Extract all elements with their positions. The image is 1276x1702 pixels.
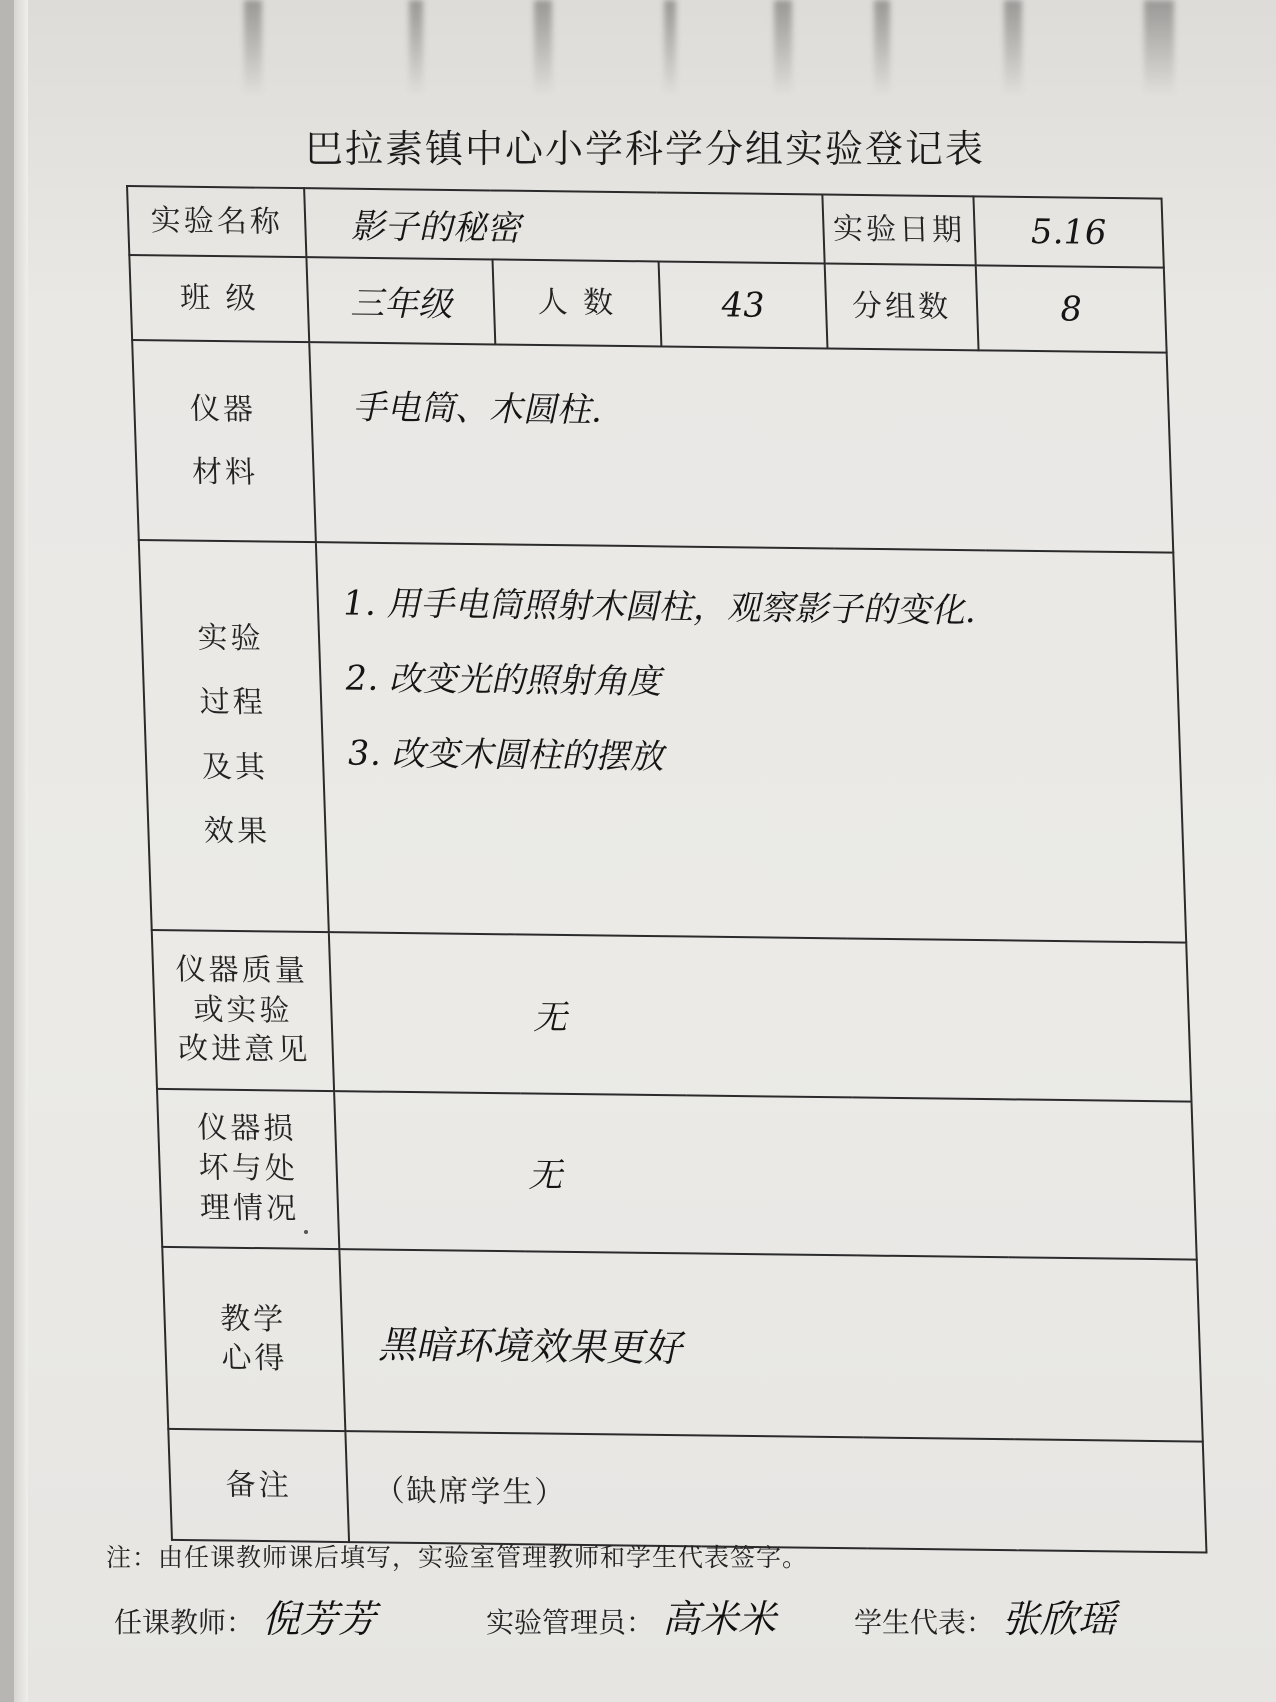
lab-manager-signature: 高米米 xyxy=(662,1597,777,1641)
value-process-steps xyxy=(316,542,1186,943)
row-class-info xyxy=(129,255,1166,352)
label-quality-line2: 或实验 xyxy=(192,992,294,1029)
label-headcount: 人 数 xyxy=(492,260,661,347)
label-reflection-line2: 心得 xyxy=(220,1340,289,1377)
label-damage-line3: 理情况 xyxy=(199,1190,300,1227)
lab-manager-signature-block xyxy=(486,1588,776,1643)
form-title: 巴拉素镇中心小学科学分组实验登记表 xyxy=(304,127,985,171)
row-reflection xyxy=(162,1247,1203,1442)
process-step-1: 1. 用手电筒照射木圆柱，观察影子的变化. xyxy=(342,583,976,631)
row-apparatus xyxy=(132,340,1173,552)
value-apparatus: 手电筒、木圆柱. xyxy=(309,342,1173,552)
label-process-line4: 效果 xyxy=(203,814,271,850)
paper-speck xyxy=(304,1230,308,1234)
label-damage-line2: 坏与处 xyxy=(198,1150,299,1187)
label-process-line3: 及其 xyxy=(201,749,269,786)
label-process xyxy=(139,540,329,933)
value-damage-handling: 无 xyxy=(334,1091,1197,1260)
label-damage-line1: 仪器损 xyxy=(196,1110,297,1148)
label-experiment-date: 实验日期 xyxy=(822,195,975,266)
label-quality-line1: 仪器质量 xyxy=(174,952,309,989)
label-apparatus xyxy=(132,340,316,542)
paper-edge xyxy=(14,0,28,1702)
value-reflection: 黑暗环境效果更好 xyxy=(339,1249,1202,1442)
value-headcount: 43 xyxy=(659,262,828,349)
value-remarks: （缺席学生） xyxy=(345,1431,1206,1552)
row-name-date xyxy=(127,186,1164,268)
value-group-count: 8 xyxy=(976,266,1167,353)
form-table xyxy=(126,185,1208,1554)
label-damage xyxy=(157,1089,339,1250)
label-process-line1: 实验 xyxy=(196,620,265,657)
teacher-signature-block xyxy=(114,1588,376,1643)
label-process-line2: 过程 xyxy=(199,685,267,721)
label-reflection xyxy=(162,1247,345,1431)
label-group-count: 分组数 xyxy=(825,264,979,350)
paper-sheet xyxy=(14,0,1276,1702)
label-quality xyxy=(152,930,334,1091)
row-quality xyxy=(152,930,1192,1101)
signature-row xyxy=(114,1588,1194,1658)
process-step-3: 3. 改变木圆柱的摆放 xyxy=(347,733,664,777)
label-class: 班 级 xyxy=(129,255,309,342)
label-quality-line3: 改进意见 xyxy=(177,1031,311,1069)
value-experiment-date: 5.16 xyxy=(973,196,1163,268)
value-experiment-name: 影子的秘密 xyxy=(304,188,825,264)
row-remarks xyxy=(168,1429,1206,1552)
label-remarks: 备注 xyxy=(168,1429,349,1542)
label-apparatus-line2: 材料 xyxy=(191,454,259,491)
label-apparatus-line1: 仪器 xyxy=(189,391,257,428)
row-damage xyxy=(157,1089,1197,1260)
registration-form xyxy=(126,185,1208,1554)
value-quality-feedback: 无 xyxy=(329,932,1192,1101)
footer-note: 注：由任课教师课后填写，实验室管理教师和学生代表签字。 xyxy=(106,1543,809,1572)
student-rep-signature: 张欣瑶 xyxy=(1002,1597,1117,1641)
student-rep-label: 学生代表： xyxy=(854,1606,995,1639)
lab-manager-label: 实验管理员： xyxy=(486,1606,655,1639)
row-process xyxy=(139,540,1186,943)
teacher-signature: 倪芳芳 xyxy=(262,1597,377,1641)
teacher-label: 任课教师： xyxy=(114,1606,255,1639)
label-experiment-name: 实验名称 xyxy=(127,186,306,258)
value-class: 三年级 xyxy=(306,258,495,345)
student-rep-signature-block xyxy=(854,1588,1116,1643)
process-step-2: 2. 改变光的照射角度 xyxy=(344,658,662,702)
label-reflection-line1: 教学 xyxy=(219,1301,287,1337)
